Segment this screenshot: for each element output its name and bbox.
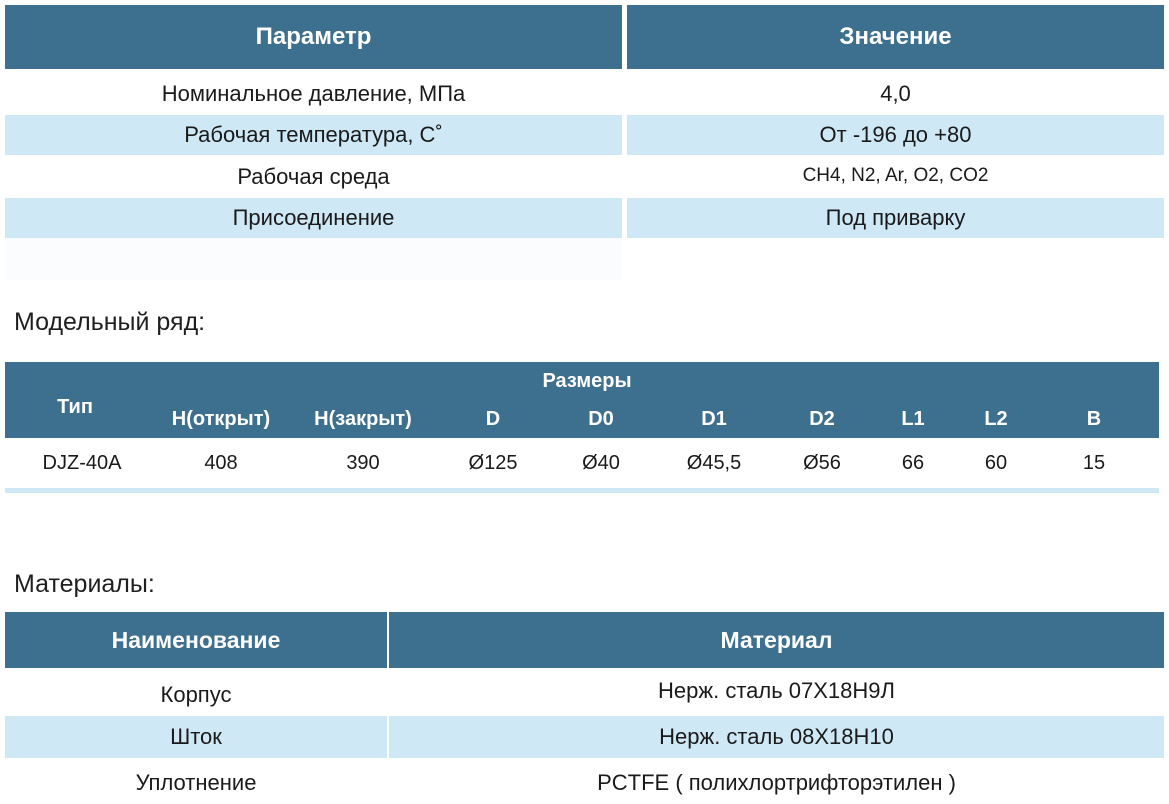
row-divider [5,488,1159,493]
param-value-cell: CH4, N2, Ar, O2, CO2 [627,157,1164,197]
material-value-cell: Нерж. сталь 07Х18Н9Л [389,670,1164,712]
param-value-cell: Под приварку [627,198,1164,238]
materials-section-title: Материалы: [14,570,155,598]
material-column-header: Материал [389,612,1164,668]
col-header-d0: D0 [588,408,614,430]
param-value-cell: От -196 до +80 [627,115,1164,155]
col-header-h-open: H(открыт) [171,408,271,430]
model-b-cell: 15 [1082,452,1106,474]
model-l1-cell: 66 [901,452,925,474]
model-d-cell: Ø125 [468,452,518,474]
model-type-cell: DJZ-40A [42,452,122,474]
model-d0-cell: Ø40 [582,452,620,474]
material-part-cell: Уплотнение [5,762,387,804]
param-value-cell: 4,0 [627,74,1164,114]
col-header-d1: D1 [701,408,727,430]
param-name-cell: Рабочая температура, С˚ [5,115,622,155]
param-name-cell: Номинальное давление, МПа [5,74,622,114]
col-header-l2: L2 [984,408,1008,430]
model-d1-cell: Ø45,5 [686,452,742,474]
material-value-cell: Нерж. сталь 08Х18Н10 [389,716,1164,758]
model-h-open-cell: 408 [204,452,238,474]
col-header-d: D [485,408,501,430]
col-header-type: Тип [57,396,93,418]
material-part-cell: Корпус [5,674,387,716]
col-header-l1: L1 [901,408,925,430]
dimensions-group-header: Размеры [542,370,632,392]
material-part-cell: Шток [5,716,387,758]
materials-table [0,612,1169,804]
col-header-d2: D2 [809,408,835,430]
model-l2-cell: 60 [984,452,1008,474]
model-h-closed-cell: 390 [346,452,380,474]
material-value-cell: PCTFE ( полихлортрифторэтилен ) [389,762,1164,804]
col-header-h-closed: H(закрыт) [314,408,412,430]
col-header-b: B [1086,408,1102,430]
models-table [0,362,1169,494]
parameter-column-header: Параметр [5,5,622,69]
model-d2-cell: Ø56 [803,452,841,474]
param-name-cell: Рабочая среда [5,157,622,197]
models-section-title: Модельный ряд: [14,308,206,336]
table-spacer [5,238,622,280]
value-column-header: Значение [627,5,1164,69]
param-name-cell: Присоединение [5,198,622,238]
parameters-table [0,0,1169,280]
name-column-header: Наименование [5,612,387,668]
